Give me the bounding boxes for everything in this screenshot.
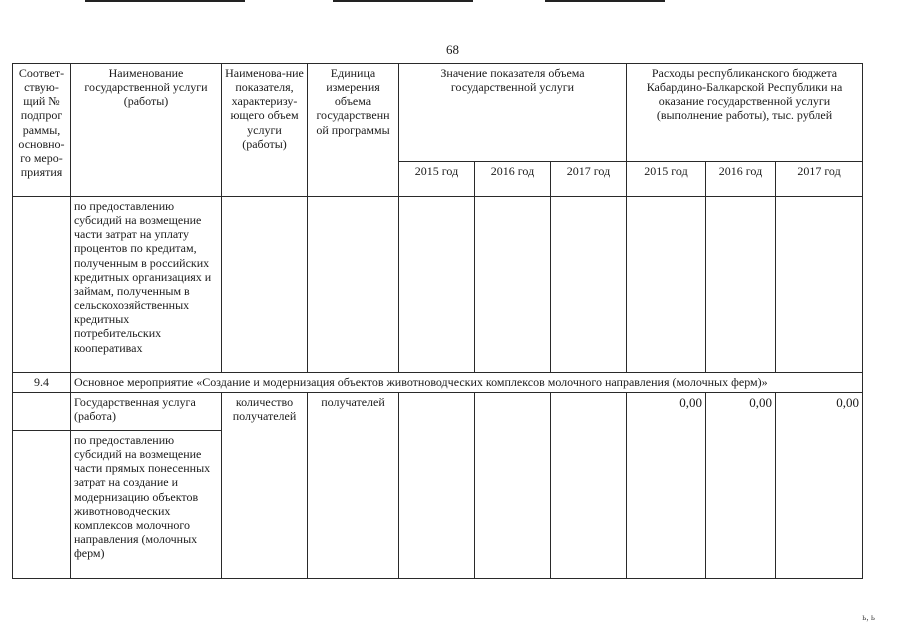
service-description: по предоставлению субсидий на возмещение части прямых понесенных затрат на создание и модернизацию объектов животноводческих комплексов молочного направления (молочных ферм) — [71, 431, 222, 579]
top-scan-line-2 — [333, 0, 473, 2]
section-title: Основное мероприятие «Создание и модернизация объектов животноводческих комплексов молочного направления (молочных ферм)» — [71, 373, 863, 393]
unit-cell: получателей — [308, 393, 399, 579]
value-2017 — [551, 393, 627, 579]
header-indicator-values: Значение показателя объема государственной услуги — [399, 64, 627, 162]
year-budget-2016: 2016 год — [706, 162, 776, 197]
value-2016 — [475, 393, 551, 579]
header-indicator: Наименова-ние показателя, характеризу-ющего объем услуги (работы) — [222, 64, 308, 197]
service-label-number — [13, 393, 71, 431]
year-value-2015: 2015 год — [399, 162, 475, 197]
header-number-column: Соответ-ствую-щий № подпрог раммы, основно-го меро-приятия — [13, 64, 71, 197]
top-scan-line-3 — [545, 0, 665, 2]
continued-value-2016 — [475, 197, 551, 373]
budget-2015: 0,00 — [627, 393, 706, 579]
service-label: Государственная услуга (работа) — [71, 393, 222, 431]
header-service-name: Наименование государственной услуги (работы) — [71, 64, 222, 197]
continued-value-2015 — [399, 197, 475, 373]
continued-value-2017 — [551, 197, 627, 373]
continued-service-text: по предоставлению субсидий на возмещение части затрат на уплату процентов по кредитам, полученным в российских кредитных организациях и займам, полученным в сельскохозяйственных кредитных потребительских кооперативах — [71, 197, 222, 373]
year-value-2017: 2017 год — [551, 162, 627, 197]
budget-2016: 0,00 — [706, 393, 776, 579]
value-2015 — [399, 393, 475, 579]
continued-unit — [308, 197, 399, 373]
budget-table — [12, 63, 863, 579]
continued-indicator — [222, 197, 308, 373]
top-scan-line-1 — [85, 0, 245, 2]
budget-2017: 0,00 — [776, 393, 863, 579]
continued-row-number — [13, 197, 71, 373]
header-unit: Единица измерения объема государственн ой программы — [308, 64, 399, 197]
service-row-number — [13, 431, 71, 579]
indicator-cell: количество получателей — [222, 393, 308, 579]
continued-budget-2015 — [627, 197, 706, 373]
continued-budget-2016 — [706, 197, 776, 373]
section-number: 9.4 — [13, 373, 71, 393]
scan-margin-marks: ь, ь — [862, 612, 875, 622]
continued-budget-2017 — [776, 197, 863, 373]
header-budget-expenses: Расходы республиканского бюджета Кабардино-Балкарской Республики на оказание государственной услуги (выполнение работы), тыс. рублей — [627, 64, 863, 162]
year-value-2016: 2016 год — [475, 162, 551, 197]
page-number: 68 — [446, 42, 459, 57]
year-budget-2015: 2015 год — [627, 162, 706, 197]
year-budget-2017: 2017 год — [776, 162, 863, 197]
